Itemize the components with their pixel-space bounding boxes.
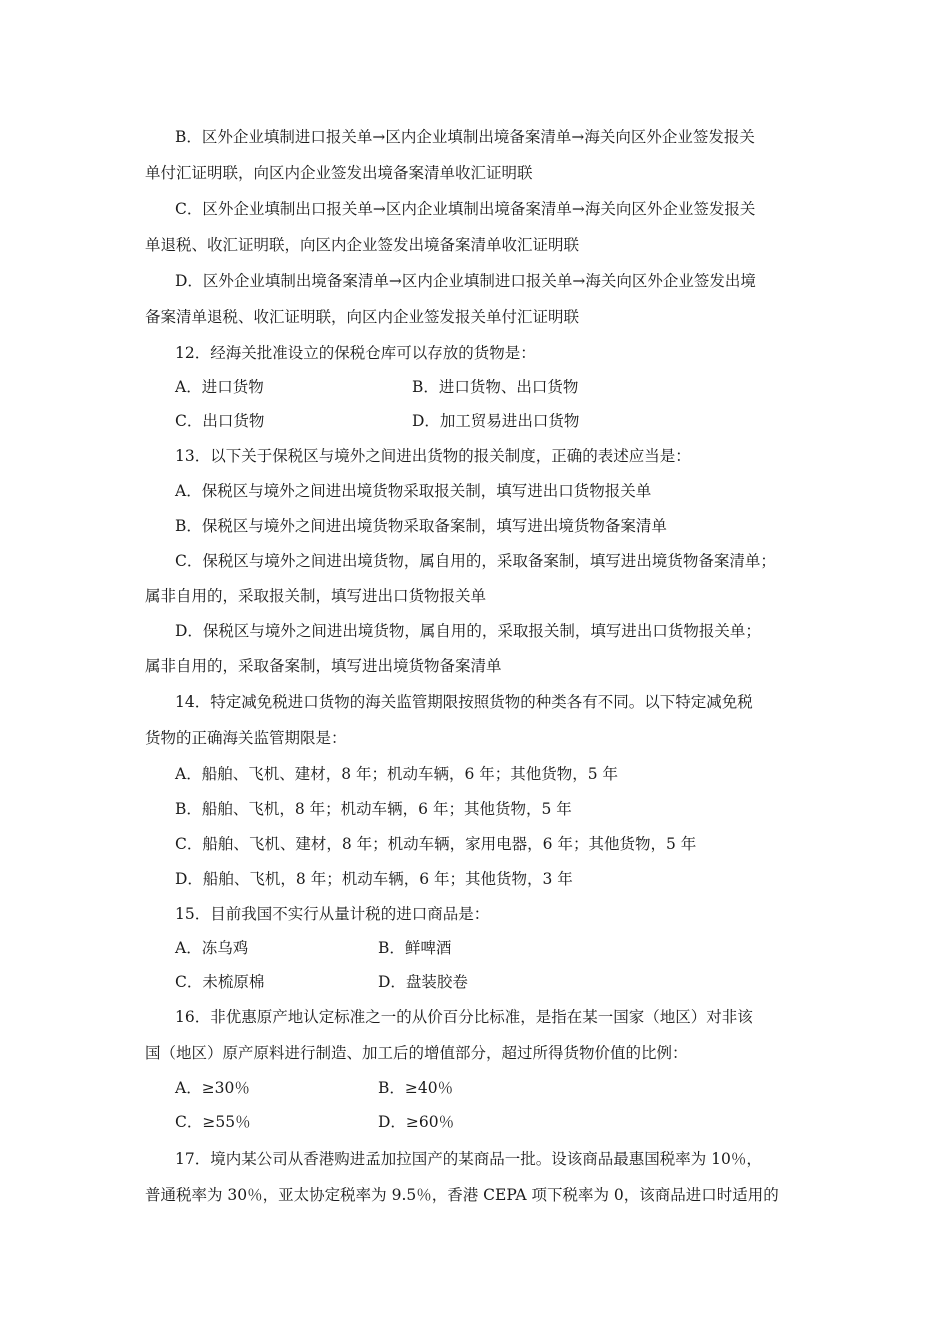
q13-option-a: A．保税区与境外之间进出境货物采取报关制，填写进出口货物报关单 <box>175 482 652 500</box>
q15-option-c: C．未梳原棉 <box>175 973 265 991</box>
q14-question-line1: 14．特定减免税进口货物的海关监管期限按照货物的种类各有不同。以下特定减免税 <box>175 693 753 711</box>
q12-question: 12．经海关批准设立的保税仓库可以存放的货物是： <box>175 344 536 362</box>
q14-option-b: B．船舶、飞机，8 年；机动车辆，6 年；其他货物，5 年 <box>175 800 572 818</box>
q11-option-c-line2: 单退税、收汇证明联，向区内企业签发出境备案清单收汇证明联 <box>145 236 580 254</box>
q16-option-a: A．≥30％ <box>175 1079 250 1097</box>
q16-option-d: D．≥60％ <box>378 1113 455 1131</box>
q15-option-d: D．盘装胶卷 <box>378 973 468 991</box>
q13-option-d-line2: 属非自用的，采取备案制，填写进出境货物备案清单 <box>145 657 502 675</box>
q11-option-d-line2: 备案清单退税、收汇证明联，向区内企业签发报关单付汇证明联 <box>145 308 580 326</box>
q17-question-line2: 普通税率为 30％，亚太协定税率为 9.5％，香港 CEPA 项下税率为 0，该商品进口时适用的 <box>145 1186 779 1204</box>
q11-option-b-line1: B．区外企业填制进口报关单→区内企业填制出境备案清单→海关向区外企业签发报关 <box>175 128 755 146</box>
q11-option-c-line1: C．区外企业填制出口报关单→区内企业填制出境备案清单→海关向区外企业签发报关 <box>175 200 756 218</box>
q17-question-line1: 17．境内某公司从香港购进孟加拉国产的某商品一批。设该商品最惠国税率为 10％， <box>175 1150 762 1168</box>
q16-option-b: B．≥40％ <box>378 1079 454 1097</box>
q16-option-c: C．≥55％ <box>175 1113 251 1131</box>
q15-question: 15．目前我国不实行从量计税的进口商品是： <box>175 905 490 923</box>
q16-question-line1: 16．非优惠原产地认定标准之一的从价百分比标准，是指在某一国家（地区）对非该 <box>175 1008 753 1026</box>
q13-option-d-line1: D．保税区与境外之间进出境货物，属自用的，采取报关制，填写进出口货物报关单； <box>175 622 761 640</box>
q15-option-a: A．冻乌鸡 <box>175 939 249 957</box>
q16-question-line2: 国（地区）原产原料进行制造、加工后的增值部分，超过所得货物价值的比例： <box>145 1044 688 1062</box>
q13-option-c-line1: C．保税区与境外之间进出境货物，属自用的，采取备案制，填写进出境货物备案清单； <box>175 552 776 570</box>
q12-option-c: C．出口货物 <box>175 412 265 430</box>
q15-option-b: B．鲜啤酒 <box>378 939 452 957</box>
q11-option-d-line1: D．区外企业填制出境备案清单→区内企业填制进口报关单→海关向区外企业签发出境 <box>175 272 756 290</box>
q13-question: 13．以下关于保税区与境外之间进出货物的报关制度，正确的表述应当是： <box>175 447 691 465</box>
q14-option-c: C．船舶、飞机、建材，8 年；机动车辆，家用电器，6 年；其他货物，5 年 <box>175 835 697 853</box>
q12-option-d: D．加工贸易进出口货物 <box>412 412 580 430</box>
q14-option-a: A．船舶、飞机、建材，8 年；机动车辆，6 年；其他货物，5 年 <box>175 765 619 783</box>
q14-option-d: D．船舶、飞机，8 年；机动车辆，6 年；其他货物，3 年 <box>175 870 573 888</box>
q13-option-c-line2: 属非自用的，采取报关制，填写进出口货物报关单 <box>145 587 487 605</box>
q13-option-b: B．保税区与境外之间进出境货物采取备案制，填写进出境货物备案清单 <box>175 517 667 535</box>
q14-question-line2: 货物的正确海关监管期限是： <box>145 729 347 747</box>
q12-option-b: B．进口货物、出口货物 <box>412 378 579 396</box>
q12-option-a: A．进口货物 <box>175 378 264 396</box>
q11-option-b-line2: 单付汇证明联，向区内企业签发出境备案清单收汇证明联 <box>145 164 533 182</box>
